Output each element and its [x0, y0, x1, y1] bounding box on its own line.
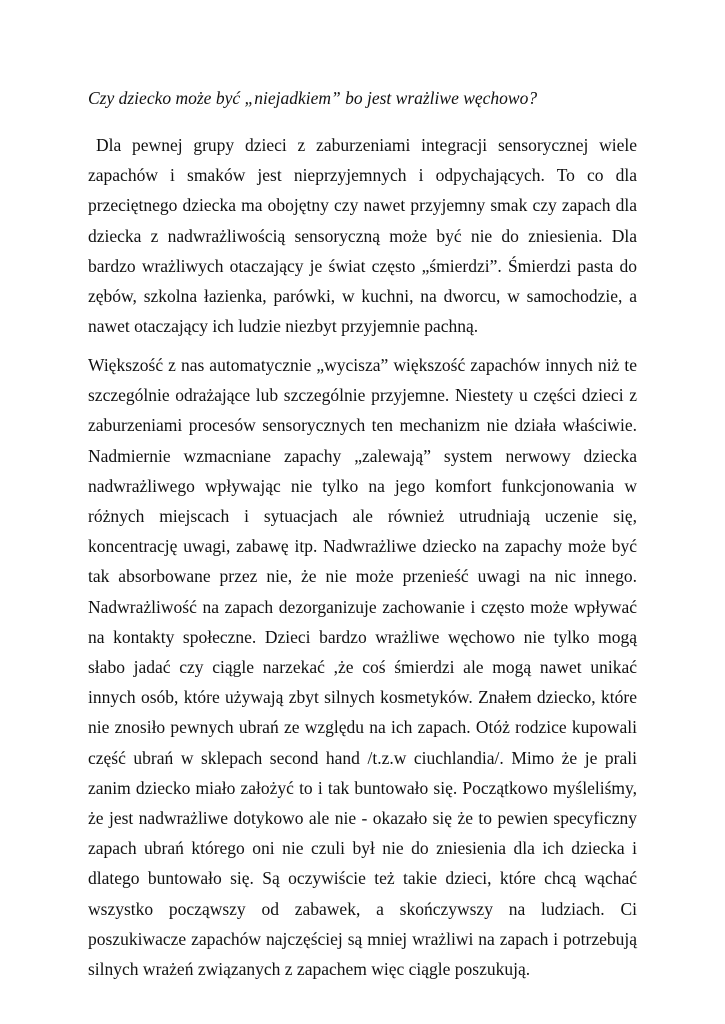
- paragraph-1: Dla pewnej grupy dzieci z zaburzeniami integracji sensorycznej wiele zapachów i smaków jest nieprzyjemnych i odpychających. To co dla przeciętnego dziecka ma obojętny czy nawet przyjemny smak czy zapach dla dziecka z nadwrażliwością sensoryczną może być nie do zniesienia. Dla bardzo wrażliwych otaczający je świat często „śmierdzi”. Śmierdzi pasta do zębów, szkolna łazienka, parówki, w kuchni, na dworcu, w samochodzie, a nawet otaczający ich ludzie niezbyt przyjemnie pachną.: [88, 135, 637, 337]
- document-title: Czy dziecko może być „niejadkiem” bo jest wrażliwe węchowo?: [88, 88, 538, 108]
- paragraph-2: Większość z nas automatycznie „wycisza” większość zapachów innych niż te szczególnie odrażające lub szczególnie przyjemne. Niestety u części dzieci z zaburzeniami procesów sensorycznych ten mechanizm nie działa właściwie. Nadmiernie wzmacniane zapachy „zalewają” system nerwowy dziecka nadwrażliwego wpływając nie tylko na jego komfort funkcjonowania w różnych miejscach i sytuacjach ale również utrudniają uczenie się, koncentrację uwagi, zabawę itp. Nadwrażliwe dziecko na zapachy może być tak absorbowane przez nie, że nie może przenieść uwagi na nic innego. Nadwrażliwość na zapach dezorganizuje zachowanie i często może wpływać na kontakty społeczne. Dzieci bardzo wrażliwe węchowo nie tylko mogą słabo jadać czy ciągle narzekać ,że coś śmierdzi ale mogą nawet unikać innych osób, które używają zbyt silnych kosmetyków. Znałem dziecko, które nie znosiło pewnych ubrań ze względu na ich zapach. Otóż rodzice kupowali część ubrań w sklepach second hand /t.z.w ciuchlandia/. Mimo że je prali zanim dziecko miało założyć to i tak buntowało się. Początkowo myśleliśmy, że jest nadwrażliwe dotykowo ale nie - okazało się że to pewien specyficzny zapach ubrań którego oni nie czuli był nie do zniesienia dla ich dziecka i dlatego buntowało się. Są oczywiście też takie dzieci, które chcą wąchać wszystko począwszy od zabawek, a skończywszy na ludziach. Ci poszukiwacze zapachów najczęściej są mniej wrażliwi na zapach i potrzebują silnych wrażeń związanych z zapachem więc ciągle poszukują.: [88, 355, 637, 980]
